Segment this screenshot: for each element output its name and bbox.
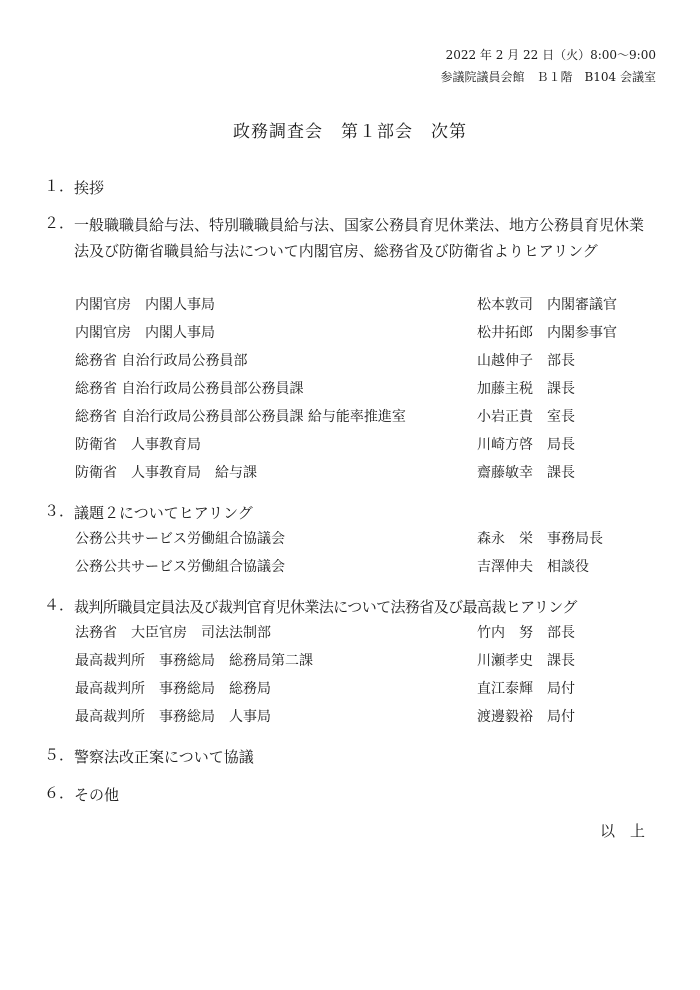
meeting-datetime: 2022 年 2 月 22 日（火）8:00～9:00 (445, 48, 656, 62)
attendee-name-title: 小岩正貴 室長 (477, 409, 575, 425)
attendee-organization: 法務省 大臣官房 司法法制部 (75, 625, 271, 641)
item-number: ４． (44, 596, 75, 614)
attendee-organization: 最高裁判所 事務総局 人事局 (75, 709, 271, 725)
attendee-name-title: 吉澤伸夫 相談役 (477, 559, 589, 575)
agenda-item-1 (44, 175, 654, 201)
meeting-venue: 参議院議員会館 Ｂ１階 B104 会議室 (440, 70, 656, 84)
attendee-organization: 防衛省 人事教育局 給与課 (75, 465, 257, 481)
item-text: 挨拶 (74, 179, 105, 197)
agenda-item-6 (44, 782, 654, 808)
attendee-row (75, 528, 655, 548)
attendee-row (75, 434, 655, 454)
attendee-organization: 内閣官房 内閣人事局 (75, 297, 215, 313)
attendee-organization: 総務省 自治行政局公務員部公務員課 (75, 381, 304, 397)
attendee-row (75, 622, 655, 642)
attendee-row (75, 556, 655, 576)
item-number: ２． (44, 214, 75, 232)
attendee-row (75, 678, 655, 698)
attendee-name-title: 山越伸子 部長 (477, 353, 575, 369)
attendee-name-title: 川崎方啓 局長 (477, 437, 575, 453)
attendee-organization: 最高裁判所 事務総局 総務局 (75, 681, 271, 697)
item-text: 議題２についてヒアリング (74, 504, 253, 522)
attendee-organization: 内閣官房 内閣人事局 (75, 325, 215, 341)
closing-text: 以 上 (599, 822, 645, 840)
attendee-organization: 防衛省 人事教育局 (75, 437, 201, 453)
item-number: ６． (44, 784, 75, 802)
document-title: 政務調査会 第１部会 次第 (233, 122, 467, 142)
attendee-row (75, 322, 655, 342)
attendee-row (75, 294, 655, 314)
agenda-item-4 (44, 594, 654, 620)
agenda-item-5 (44, 744, 654, 770)
attendee-name-title: 渡邊毅裕 局付 (477, 709, 575, 725)
attendee-row (75, 350, 655, 370)
agenda-item-2 (44, 212, 654, 264)
attendee-name-title: 齋藤敏幸 課長 (477, 465, 575, 481)
attendee-organization: 総務省 自治行政局公務員部 (75, 353, 248, 369)
attendee-row (75, 462, 655, 482)
attendee-name-title: 川瀬孝史 課長 (477, 653, 575, 669)
attendee-organization: 総務省 自治行政局公務員部公務員課 給与能率推進室 (75, 409, 406, 425)
attendee-organization: 最高裁判所 事務総局 総務局第二課 (75, 653, 313, 669)
attendee-row (75, 406, 655, 426)
attendee-row (75, 378, 655, 398)
attendee-row (75, 650, 655, 670)
attendee-row (75, 706, 655, 726)
header-info (440, 44, 656, 88)
attendee-name-title: 直江泰輝 局付 (477, 681, 575, 697)
attendee-name-title: 松井拓郎 内閣参事官 (477, 325, 617, 341)
attendee-name-title: 加藤主税 課長 (477, 381, 575, 397)
attendee-name-title: 森永 栄 事務局長 (477, 531, 603, 547)
attendee-name-title: 竹内 努 部長 (477, 625, 575, 641)
item-number: １． (44, 177, 75, 195)
item-number: ３． (44, 502, 75, 520)
item-number: ５． (44, 746, 75, 764)
attendee-organization: 公務公共サービス労働組合協議会 (75, 531, 285, 547)
item-text: その他 (74, 786, 120, 804)
attendee-organization: 公務公共サービス労働組合協議会 (75, 559, 285, 575)
item-text: 裁判所職員定員法及び裁判官育児休業法について法務省及び最高裁ヒアリング (74, 598, 577, 616)
attendee-name-title: 松本敦司 内閣審議官 (477, 297, 617, 313)
agenda-item-3 (44, 500, 654, 526)
item-text: 一般職職員給与法、特別職職員給与法、国家公務員育児休業法、地方公務員育児休業法及び防衛省職員給与法について内閣官房、総務省及び防衛省よりヒアリング (74, 216, 645, 260)
item-text: 警察法改正案について協議 (74, 748, 254, 766)
